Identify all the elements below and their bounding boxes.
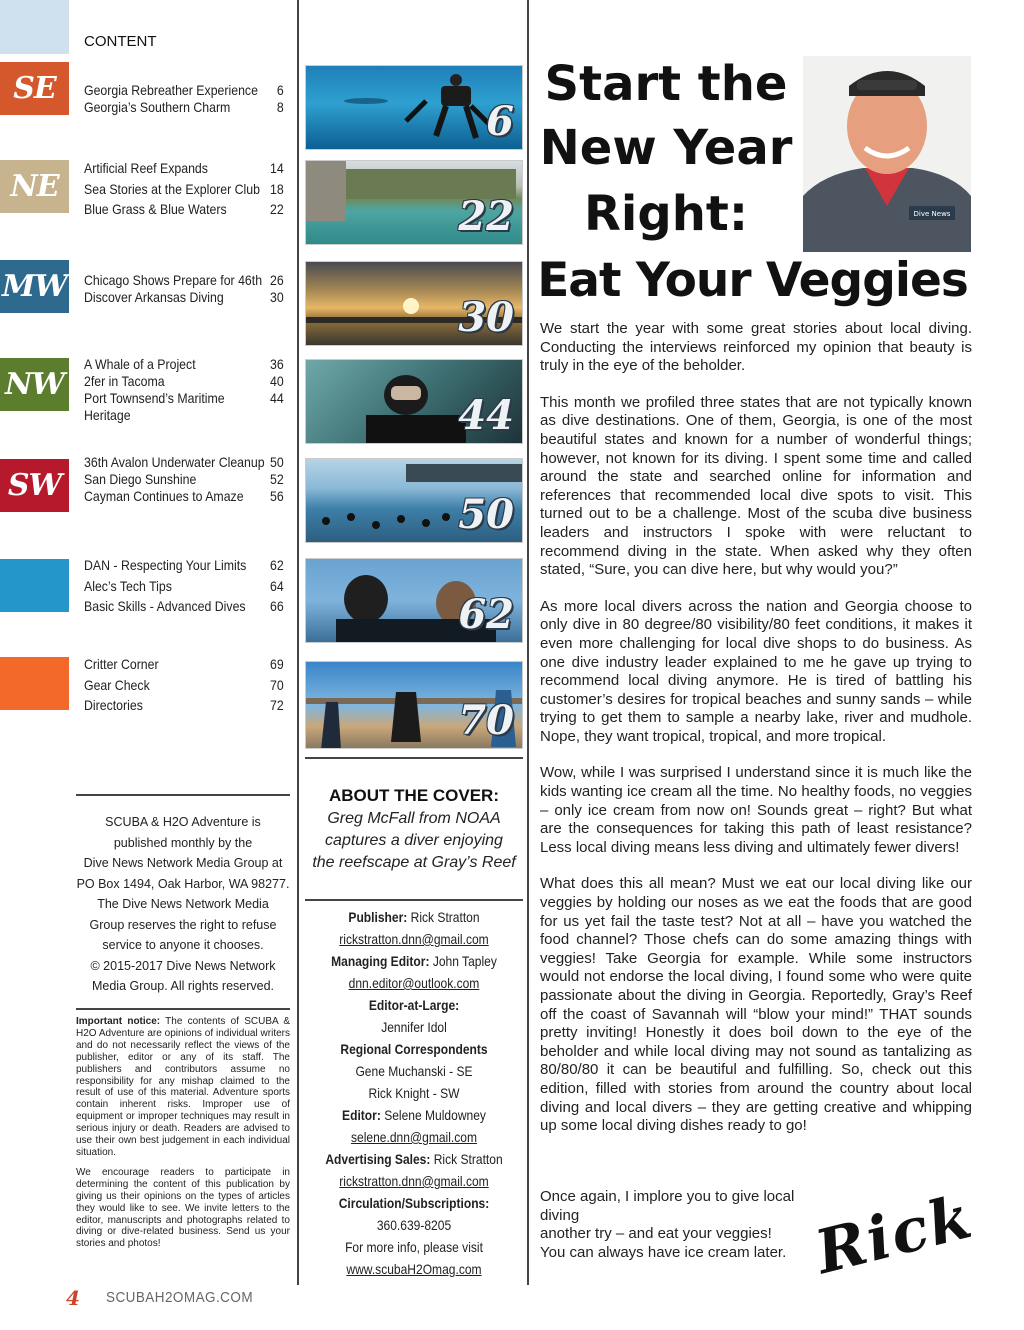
toc-item[interactable]: Discover Arkansas Diving 30	[84, 289, 284, 305]
column-divider	[297, 0, 299, 1285]
headline-part: Start the	[544, 56, 788, 112]
article-paragraph: This month we profiled three states that are not typically known as dive destinations. One of them, Georgia, is one of the most beautiful states and known for a number of wonderful things; however, not known for its diving. I spent some time and called around the state and searched online for information and references that recommended local dive spots to visit. This turned out to be a challenge. Most of the scuba dive business leaders and instructors I spoke with were reluctant to recommend diving in the state. When asked why they often stated, “Sure, you can dive here, but why would you?”	[540, 393, 972, 579]
site-url[interactable]: SCUBAH2OMAG.COM	[106, 1289, 254, 1306]
signature: Rick	[808, 1181, 980, 1289]
website-link[interactable]: www.scubaH2Omag.com	[346, 1261, 482, 1277]
toc-item[interactable]: 36th Avalon Underwater Cleanup 50	[84, 454, 284, 470]
top-tab	[0, 0, 69, 54]
editorial-article	[540, 320, 972, 1154]
toc-item[interactable]: Alec’s Tech Tips 64	[84, 577, 284, 594]
toc-item[interactable]: Artificial Reef Expands 14	[84, 160, 284, 176]
toc-item[interactable]: 2fer in Tacoma 40	[84, 373, 284, 389]
content-label: CONTENT	[84, 33, 157, 50]
photo-pier-50[interactable]	[305, 458, 523, 543]
toc-group-ne	[84, 158, 284, 220]
cover-heading: ABOUT THE COVER:	[329, 786, 499, 805]
article-paragraph: Wow, while I was surprised I understand since it is much like the kids wanting ice cream all the time. No healthy foods, no veggies – only ice cream from now on! Sounds great – right? But what are the consequences for taking this path of least resistance? Less local diving means less diving and ultimately fewer divers!	[540, 764, 972, 856]
toc-item[interactable]: Critter Corner 69	[84, 656, 284, 672]
about-cover: ABOUT THE COVER: Greg McFall from NOAA captures a diver enjoying the reefscape at Gray’s Reef	[305, 786, 523, 874]
toc-group-orange	[84, 654, 284, 716]
toc-item[interactable]: Gear Check 70	[84, 676, 284, 693]
page-number-overlay: 50	[458, 491, 514, 538]
toc-item[interactable]: Sea Stories at the Explorer Club 18	[84, 180, 284, 197]
photo-diver-6[interactable]	[305, 65, 523, 150]
toc-group-mw	[84, 272, 284, 306]
region-code: SW	[7, 468, 62, 503]
photo-sunset-30[interactable]	[305, 261, 523, 346]
article-paragraph: As more local divers across the nation and Georgia choose to only dive in 80 degree/80 visibility/80 feet conditions, it makes it even more challenging for local dive shops to do business. As one dive industry leader explained to me he gave up trying to recommend local diving anymore. He is tired of battling his customer’s desires for tropical beaches and sunny sands – while trying to get them to sample a nearby lake, river and mudhole. Nope, they want tropical, tropical, and more tropical.	[540, 597, 972, 745]
toc-item[interactable]: Chicago Shows Prepare for 46th 26	[84, 272, 284, 288]
region-tab-nw[interactable]	[0, 358, 69, 411]
section-tab-blue[interactable]	[0, 559, 69, 612]
divider	[76, 1008, 290, 1010]
region-tab-mw[interactable]	[0, 260, 69, 313]
email-link[interactable]: rickstratton.dnn@gmail.com	[339, 931, 489, 947]
portrait-illustration	[803, 56, 971, 252]
badge-text: Dive News	[913, 210, 951, 218]
region-code: NW	[4, 367, 65, 402]
page-number-overlay: 22	[458, 193, 514, 240]
region-code: NE	[10, 169, 59, 204]
column-divider	[527, 0, 529, 1285]
section-tab-orange[interactable]	[0, 657, 69, 710]
divider	[76, 794, 290, 796]
region-tab-se[interactable]	[0, 62, 69, 115]
article-paragraph: We start the year with some great stories about local diving. Conducting the interviews reinforced my opinion that beauty is truly in the eye of the beholder.	[540, 320, 972, 375]
email-link[interactable]: dnn.editor@outlook.com	[348, 975, 480, 991]
headline-part: Eat Your Veggies	[537, 253, 968, 308]
photo-quarry-22[interactable]	[305, 160, 523, 245]
article-paragraph: What does this all mean? Must we eat our local diving like our veggies by holding our noses as we eat the foods that are good for us yet fail the taste test? Not at all – have you watched the food channel? Those chefs can do some amazing things with veggies! Take Georgia for example. While some instructors would not endorse the local diving, I found some who were quite passionate about the diving in Georgia. Reportedly, Gray’s Reef off the coast of Savannah will “blow your mind!” THAT sounds pretty inviting! Honestly it does boil down to the eye of the beholder and while local diving may not sound as tantalizing as 80/80/80 it can be beautiful and fulfilling. So, check out this edition, filled with stories from around the country about local diving and local divers – they are getting creative and whipping up some local diving dishes ready to go!	[540, 875, 972, 1135]
photo-diver-44[interactable]	[305, 359, 523, 444]
page-number-overlay: 44	[458, 392, 514, 439]
toc-item[interactable]: A Whale of a Project 36	[84, 356, 284, 372]
editor-portrait	[803, 56, 971, 252]
toc-item[interactable]: Blue Grass & Blue Waters 22	[84, 201, 284, 217]
email-link[interactable]: rickstratton.dnn@gmail.com	[339, 1173, 489, 1189]
divider	[305, 899, 523, 901]
page-number-overlay: 62	[458, 591, 514, 638]
toc-item[interactable]: San Diego Sunshine 52	[84, 471, 284, 487]
toc-group-nw	[84, 356, 284, 423]
region-code: SE	[13, 71, 56, 106]
toc-group-se	[84, 82, 284, 116]
page-number: 4	[66, 1286, 80, 1310]
toc-item[interactable]: DAN - Respecting Your Limits 62	[84, 557, 284, 573]
region-code: MW	[2, 269, 67, 304]
publisher-info: SCUBA & H2O Adventure is published monthly by the Dive News Network Media Group at PO Box 1494, Oak Harbor, WA 98277. The Dive News Network Media Group reserves the right to refuse service to anyone it chooses. © 2015-2017 Dive News Network Media Group. All rights reserved.	[76, 815, 290, 993]
toc-item[interactable]: Cayman Continues to Amaze 56	[84, 488, 284, 504]
article-closing: Once again, I implore you to give local diving another try – and eat your veggies! You can always have ice cream later.	[540, 1188, 795, 1261]
toc-group-sw	[84, 454, 284, 505]
photo-wetsuits-70[interactable]	[305, 661, 523, 749]
region-tab-ne[interactable]	[0, 160, 69, 213]
page-number-overlay: 30	[458, 294, 514, 341]
toc-group-blue	[84, 555, 284, 617]
important-notice: Important notice: The contents of SCUBA & H2O Adventure are opinions of individual writers and do not necessarily reflect the views of the publisher, editor or any of its staff. The publishers and contributors assume no responsibility for any mishap claimed to the result of use of this material. Adventure sports contain inherent risks. Improper use of equipment or improper techniques may result in serious injury or death. Readers are advised to use their own best judgement in each individual situation. We encourage readers to participate in determining the content of this publication by giving us their opinions on the types of articles they would like to see. We invite letters to the editor, manuscripts and photographs related to diving or dive-related business. Send us your stories and photos!	[76, 1016, 291, 1250]
toc-item[interactable]: Basic Skills - Advanced Dives 66	[84, 598, 284, 614]
page-number-overlay: 6	[486, 98, 514, 145]
toc-item[interactable]: Georgia’s Southern Charm 8	[84, 99, 284, 115]
email-link[interactable]: selene.dnn@gmail.com	[350, 1129, 477, 1145]
headline-part: New Year	[539, 120, 793, 176]
toc-item[interactable]: Georgia Rebreather Experience 6	[84, 82, 284, 98]
toc-item[interactable]: Port Townsend’s Maritime Heritage 44	[84, 390, 284, 423]
divider	[305, 757, 523, 759]
toc-item[interactable]: Directories 72	[84, 697, 284, 713]
region-tab-sw[interactable]	[0, 459, 69, 512]
page-number-overlay: 70	[458, 697, 514, 744]
masthead-credits: Publisher: Rick Stratton rickstratton.dnn@gmail.com Managing Editor: John Tapley dnn.editor@outlook.com Editor-at-Large: Jennifer Idol Regional Correspondents Gene Muchanski - SE Rick Knight - SW Editor: Selene Muldowney selene.dnn@gmail.com Advertising Sales: Rick Stratton rickstratton.dnn@gmail.com Circulation/Subscriptions: 360.639-8205 For more info, please visit www.scubaH2Omag.com	[305, 906, 523, 1280]
headline-part: Right:	[583, 186, 749, 242]
photo-divers-62[interactable]	[305, 558, 523, 643]
